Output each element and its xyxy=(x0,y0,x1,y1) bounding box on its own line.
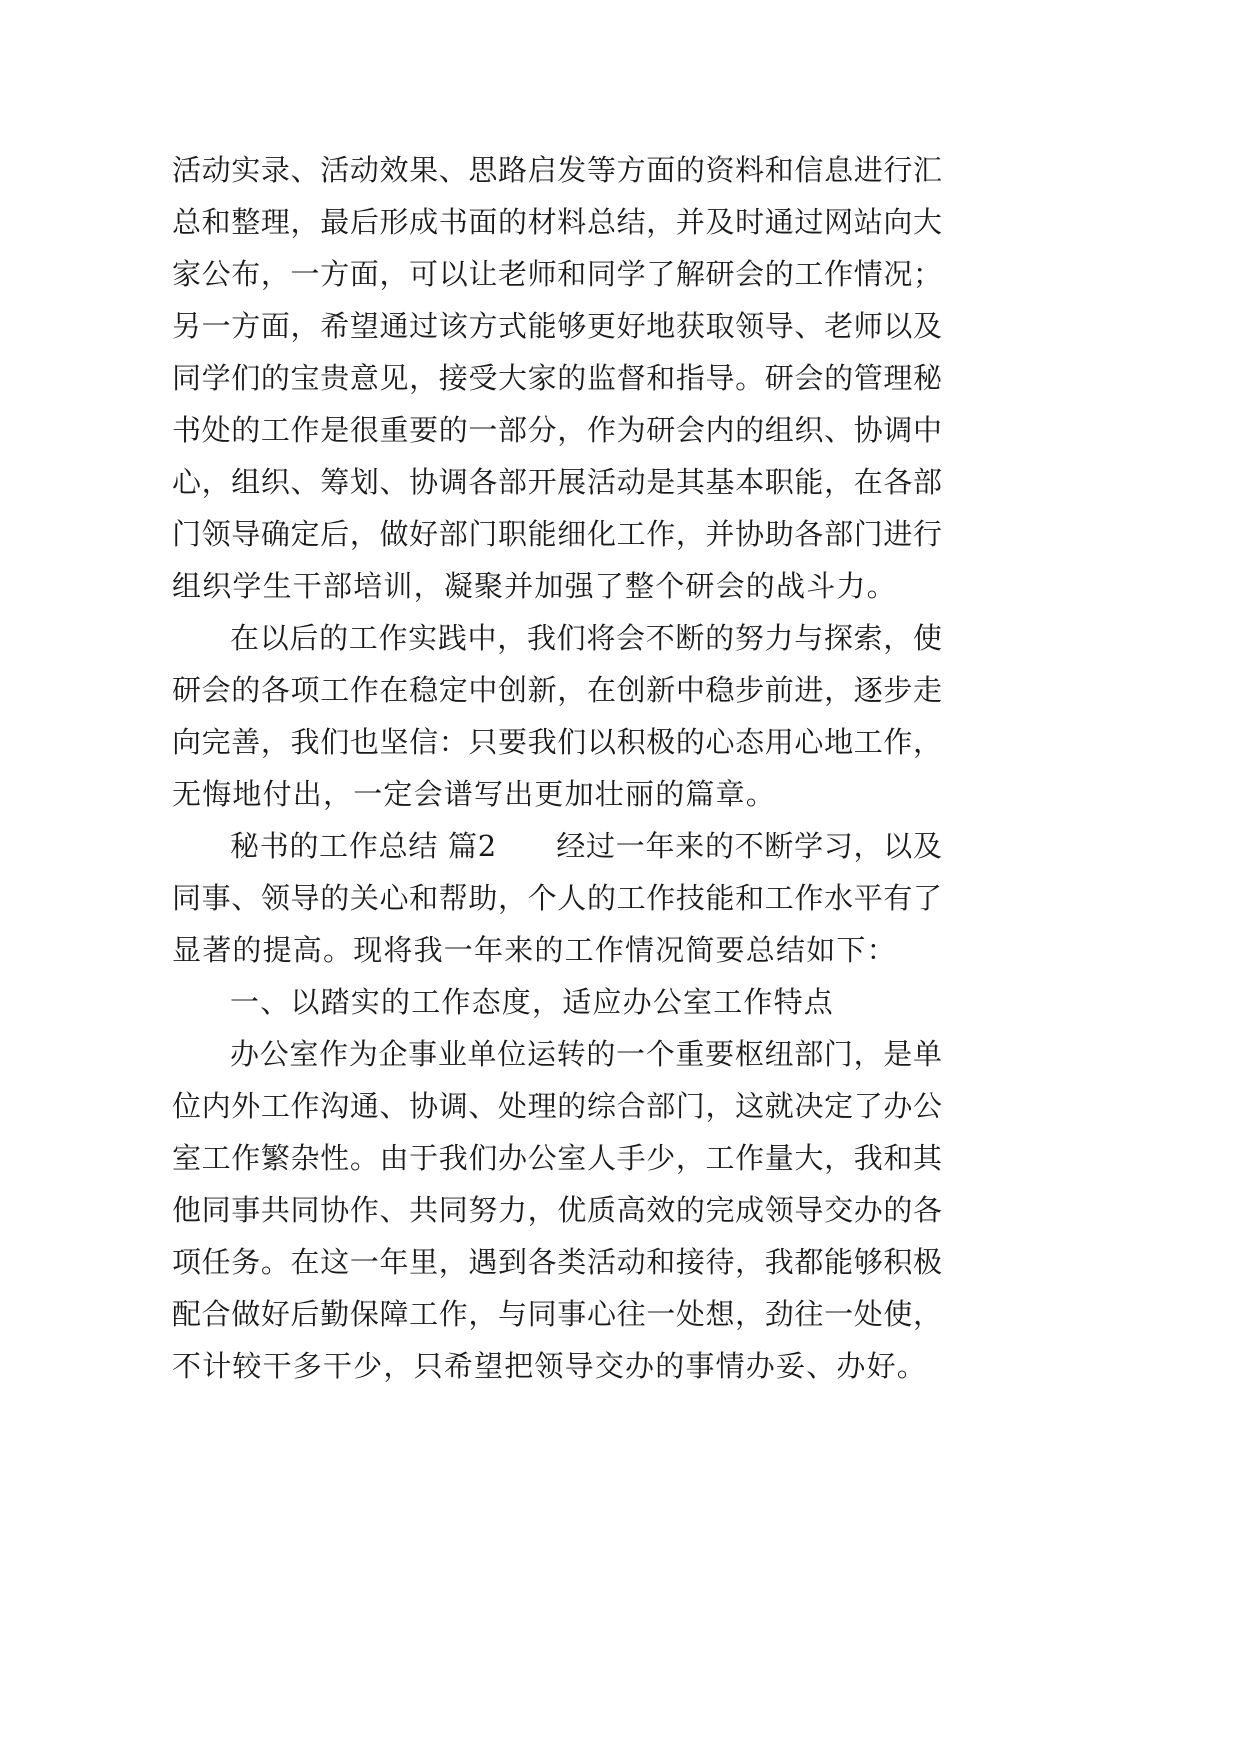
text-line: 组织学生干部培训，凝聚并加强了整个研会的战斗力。 xyxy=(172,569,897,603)
text-line: 另一方面，希望通过该方式能够更好地获取领导、老师以及 xyxy=(172,309,942,343)
text-line: 显著的提高。现将我一年来的工作情况简要总结如下： xyxy=(172,933,897,967)
text-line: 门领导确定后，做好部门职能细化工作，并协助各部门进行 xyxy=(172,517,942,551)
text-line: 室工作繁杂性。由于我们办公室人手少，工作量大，我和其 xyxy=(172,1141,942,1175)
text-line: 同学们的宝贵意见，接受大家的监督和指导。研会的管理秘 xyxy=(172,361,942,395)
paragraph-start-line: 办公室作为企事业单位运转的一个重要枢纽部门，是单 xyxy=(230,1037,942,1071)
paragraph-start-line: 在以后的工作实践中，我们将会不断的努力与探索，使 xyxy=(230,621,942,655)
text-line: 书处的工作是很重要的一部分，作为研会内的组织、协调中 xyxy=(172,413,942,447)
text-line: 心，组织、筹划、协调各部开展活动是其基本职能，在各部 xyxy=(172,465,942,499)
text-line: 总和整理，最后形成书面的材料总结，并及时通过网站向大 xyxy=(172,205,942,239)
text-line: 无悔地付出，一定会谱写出更加壮丽的篇章。 xyxy=(172,777,777,811)
text-line: 研会的各项工作在稳定中创新，在创新中稳步前进，逐步走 xyxy=(172,673,942,707)
text-line: 配合做好后勤保障工作，与同事心往一处想，劲往一处使， xyxy=(172,1297,942,1331)
heading-line: 一、以踏实的工作态度，适应办公室工作特点 xyxy=(230,985,835,1019)
text-line: 不计较干多干少，只希望把领导交办的事情办妥、办好。 xyxy=(172,1349,928,1383)
section-title-line: 秘书的工作总结 篇2 经过一年来的不断学习，以及 xyxy=(230,829,942,863)
text-line: 活动实录、活动效果、思路启发等方面的资料和信息进行汇 xyxy=(172,153,942,187)
text-line: 项任务。在这一年里，遇到各类活动和接待，我都能够积极 xyxy=(172,1245,942,1279)
text-line: 同事、领导的关心和帮助，个人的工作技能和工作水平有了 xyxy=(172,881,942,915)
text-line: 位内外工作沟通、协调、处理的综合部门，这就决定了办公 xyxy=(172,1089,942,1123)
text-line: 家公布，一方面，可以让老师和同学了解研会的工作情况； xyxy=(172,257,942,291)
document-body xyxy=(172,144,942,1392)
text-line: 他同事共同协作、共同努力，优质高效的完成领导交办的各 xyxy=(172,1193,942,1227)
text-line: 向完善，我们也坚信：只要我们以积极的心态用心地工作， xyxy=(172,725,942,759)
